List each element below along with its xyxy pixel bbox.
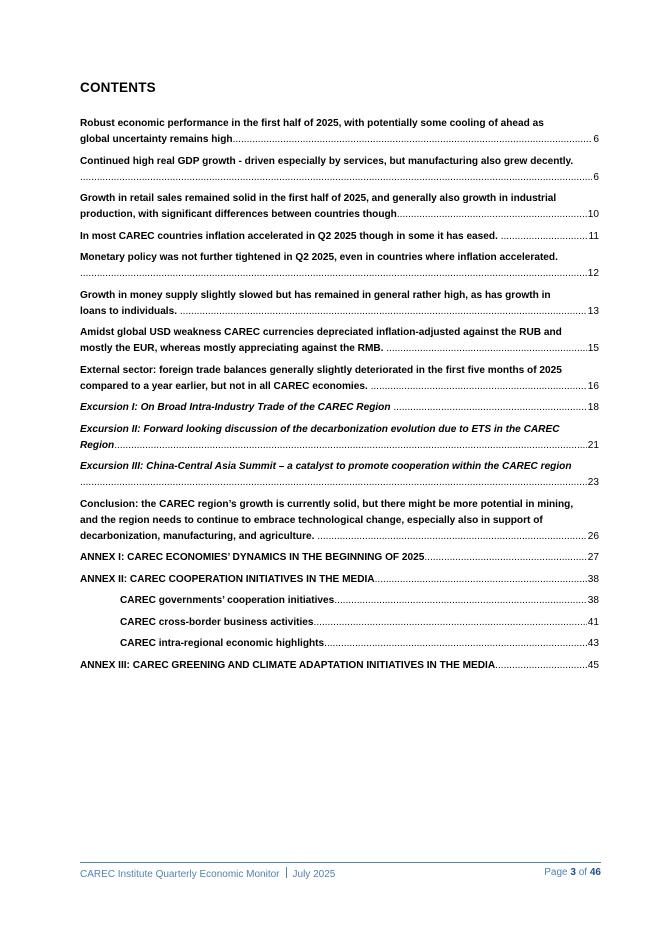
toc-entry-line: Excursion III: China-Central Asia Summit – a catalyst to promote cooperation within the CAREC region xyxy=(80,461,572,472)
toc-entry-line: Amidst global USD weakness CAREC currencies depreciated inflation-adjusted against the RUB and xyxy=(80,327,562,338)
toc-entry-leader-row xyxy=(80,132,599,148)
footer-page-of: of xyxy=(578,867,588,878)
toc-entry-leader-row xyxy=(80,379,599,395)
toc-entry-line: Excursion II: Forward looking discussion of the decarbonization evolution due to ETS in the CAREC xyxy=(80,423,560,435)
toc-entry-text: CAREC intra-regional economic highlights ..... xyxy=(120,636,587,652)
toc-entry-leader-row xyxy=(80,341,599,357)
toc-page-number: 26 xyxy=(587,530,599,542)
toc-entry-leader-row xyxy=(80,304,599,320)
footer-page-label: Page xyxy=(544,867,568,878)
toc-entry-leader-row xyxy=(80,572,599,588)
toc-entry[interactable] xyxy=(80,636,599,652)
toc-entry[interactable] xyxy=(80,229,599,245)
toc-page-number: 43 xyxy=(587,638,599,649)
toc-entry-leader-row xyxy=(80,266,599,282)
toc-entry-text: production, with significant differences between countries though ..... xyxy=(80,207,587,223)
toc-page-number: 38 xyxy=(587,573,599,585)
toc-entry[interactable] xyxy=(80,363,599,395)
toc-entry[interactable] xyxy=(80,288,599,320)
toc-entry-line: Conclusion: the CAREC region’s growth is currently solid, but there might be more potential in mining, xyxy=(80,498,574,510)
toc-entry[interactable] xyxy=(80,550,599,566)
toc-entry-text: compared to a year earlier, but not in all CAREC economies. ..... xyxy=(80,379,587,395)
toc-entry-text: Excursion I: On Broad Intra-Industry Trade of the CAREC Region ..... xyxy=(80,400,587,416)
toc-entry[interactable] xyxy=(80,615,599,631)
toc-entry-line: Monetary policy was not further tightened in Q2 2025, even in countries where inflation accelerated. xyxy=(80,252,558,263)
toc-entry[interactable] xyxy=(80,572,599,588)
toc-entry-text: loans to individuals. ..... xyxy=(80,304,587,320)
toc-entry-line: Robust economic performance in the first half of 2025, with potentially some cooling of ahead as xyxy=(80,118,544,129)
toc-entry-text xyxy=(80,475,587,491)
toc-page-number: 38 xyxy=(587,595,599,606)
toc-page-number: 45 xyxy=(587,659,599,671)
toc-entry[interactable] xyxy=(80,400,599,416)
toc-entry-text: CAREC cross-border business activities ..... xyxy=(120,615,587,631)
toc-entry-line: Growth in money supply slightly slowed but has remained in general rather high, as has growth in xyxy=(80,289,551,301)
toc-entry[interactable] xyxy=(80,325,599,357)
toc-entry-leader-row xyxy=(80,400,599,416)
page-footer xyxy=(80,862,601,880)
toc-entry[interactable] xyxy=(80,593,599,609)
toc-page-number: 15 xyxy=(587,343,599,354)
toc-page-number: 11 xyxy=(588,230,599,242)
toc-page-number: 16 xyxy=(587,380,599,392)
contents-heading: CONTENTS xyxy=(80,80,156,95)
footer-separator xyxy=(286,867,287,878)
footer-page-current: 3 xyxy=(570,867,576,878)
toc-entry-leader-row xyxy=(120,636,599,652)
toc-entry-line: and the region needs to continue to embrace technological change, especially also in support of xyxy=(80,514,543,526)
toc-page-number: 18 xyxy=(587,402,599,413)
toc-entry-line: Continued high real GDP growth - driven especially by services, but manufacturing also grew decently. xyxy=(80,155,574,167)
toc-entry-text: decarbonization, manufacturing, and agriculture. ..... xyxy=(80,529,587,545)
toc-entry-text: global uncertainty remains high ..... xyxy=(80,132,592,148)
toc-entry-text xyxy=(80,170,592,186)
toc-entry-text xyxy=(80,266,587,282)
toc-entry-text: In most CAREC countries inflation accelerated in Q2 2025 though in some it has eased. ..... xyxy=(80,229,588,245)
toc-entry-leader-row xyxy=(80,229,599,245)
footer-date: July 2025 xyxy=(292,869,336,880)
toc-entry-text: ANNEX II: CAREC COOPERATION INITIATIVES IN THE MEDIA ..... xyxy=(80,572,587,588)
toc-entry-text: ANNEX I: CAREC ECONOMIES’ DYNAMICS IN THE BEGINNING OF 2025 ..... xyxy=(80,550,587,566)
toc-entry-leader-row xyxy=(80,438,599,454)
toc-entry-line: Growth in retail sales remained solid in the first half of 2025, and generally also growth in industrial xyxy=(80,193,557,204)
toc-page-number: 23 xyxy=(587,477,599,488)
toc-entry-leader-row xyxy=(80,550,599,566)
toc-entry-text: ANNEX III: CAREC GREENING AND CLIMATE ADAPTATION INITIATIVES IN THE MEDIA ..... xyxy=(80,658,587,674)
toc-entry[interactable] xyxy=(80,658,599,674)
toc-entry[interactable] xyxy=(80,497,599,545)
toc-entry[interactable] xyxy=(80,422,599,454)
footer-page-total: 46 xyxy=(589,867,601,878)
toc-page-number: 13 xyxy=(587,305,599,317)
toc-page-number: 6 xyxy=(593,171,599,183)
table-of-contents xyxy=(80,116,599,679)
toc-page-number: 27 xyxy=(587,552,599,563)
toc-entry[interactable] xyxy=(80,459,599,491)
toc-entry-text: mostly the EUR, whereas mostly appreciating against the RMB. ..... xyxy=(80,341,587,357)
toc-entry-leader-row xyxy=(80,529,599,545)
toc-page-number: 41 xyxy=(587,616,599,628)
toc-entry-line: External sector: foreign trade balances generally slightly deteriorated in the first five months of 2025 xyxy=(80,364,562,376)
toc-entry-text: CAREC governments’ cooperation initiatives ..... xyxy=(120,593,587,609)
toc-entry-leader-row xyxy=(80,475,599,491)
toc-page-number: 12 xyxy=(587,268,599,279)
toc-entry[interactable] xyxy=(80,250,599,282)
toc-entry-leader-row xyxy=(120,615,599,631)
toc-entry[interactable] xyxy=(80,191,599,223)
toc-entry-leader-row xyxy=(80,170,599,186)
footer-left xyxy=(80,867,335,880)
toc-page-number: 10 xyxy=(587,209,599,220)
toc-entry-leader-row xyxy=(80,658,599,674)
toc-entry[interactable] xyxy=(80,154,599,186)
footer-page-number xyxy=(544,867,601,880)
toc-page-number: 21 xyxy=(587,439,599,451)
footer-publication: CAREC Institute Quarterly Economic Monitor xyxy=(80,869,280,880)
toc-entry-leader-row xyxy=(120,593,599,609)
toc-entry-text: Region ..... xyxy=(80,438,587,454)
toc-entry[interactable] xyxy=(80,116,599,148)
toc-entry-leader-row xyxy=(80,207,599,223)
toc-page-number: 6 xyxy=(593,134,599,145)
